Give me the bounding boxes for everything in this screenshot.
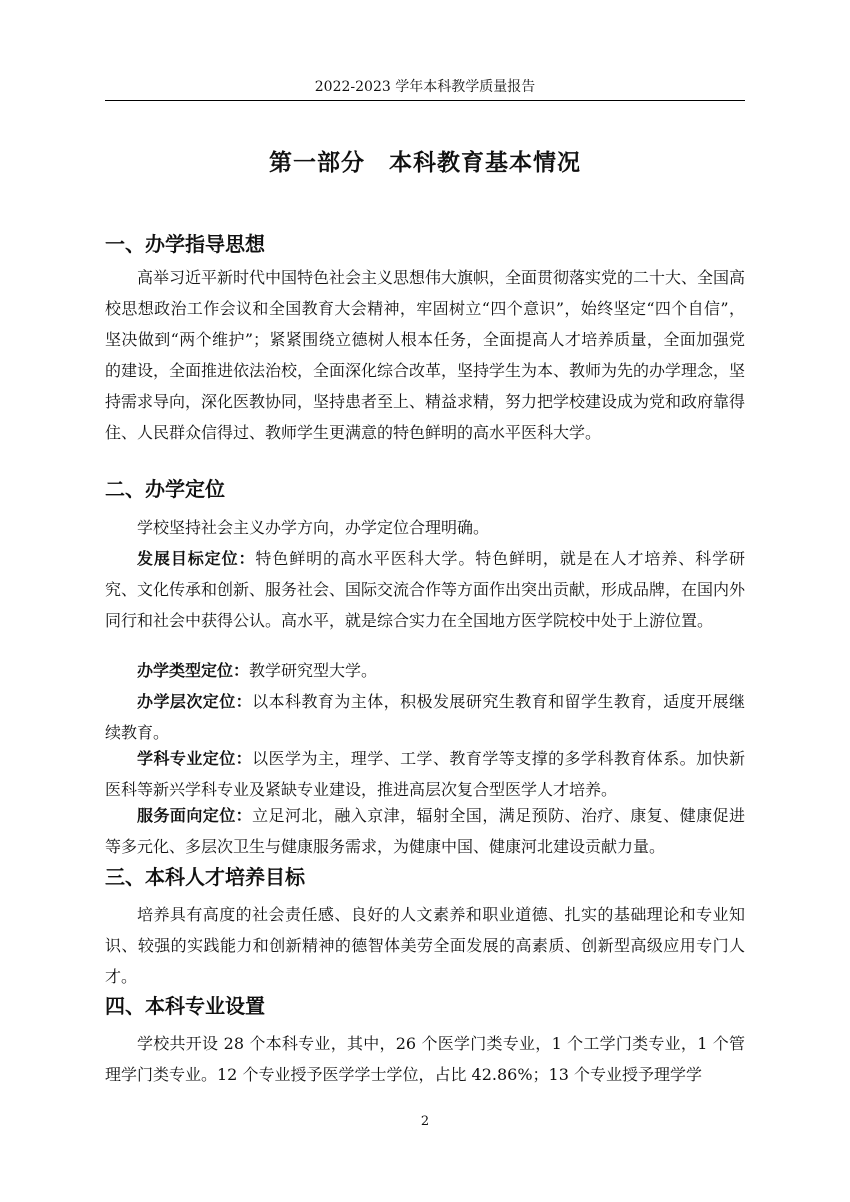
page-title: 第一部分 本科教育基本情况: [269, 150, 581, 176]
paragraph: [105, 512, 745, 543]
paragraph-label: 服务面向定位：: [137, 806, 253, 825]
paragraph: [105, 743, 745, 805]
paragraph-text: 特色鲜明的高水平医科大学。特色鲜明，就是在人才培养、科学研究、文化传承和创新、服务社会、国际交流合作等方面作出突出贡献，形成品牌，在国内外同行和社会中获得公认。高水平，就是综合实力在全国地方医学院校中处于上游位置。: [105, 549, 746, 630]
paragraph-label: 办学类型定位：: [137, 661, 250, 680]
paragraph-label: 发展目标定位：: [137, 549, 256, 568]
page-number: 2: [420, 1114, 430, 1129]
paragraph: [105, 899, 745, 992]
paragraph-text: 培养具有高度的社会责任感、良好的人文素养和职业道德、扎实的基础理论和专业知识、较强的实践能力和创新精神的德智体美劳全面发展的高素质、创新型高级应用专门人才。: [105, 905, 745, 986]
header-rule: [105, 100, 745, 101]
paragraph-text: 以本科教育为主体，积极发展研究生教育和留学生教育，适度开展继续教育。: [105, 692, 745, 742]
paragraph: [105, 262, 745, 448]
paragraph-label: 办学层次定位：: [137, 692, 253, 711]
paragraph-text: 立足河北，融入京津，辐射全国，满足预防、治疗、康复、健康促进等多元化、多层次卫生与健康服务需求，为健康中国、健康河北建设贡献力量。: [105, 806, 745, 856]
paragraph: [105, 800, 745, 862]
paragraph-label: 学科专业定位：: [137, 749, 253, 768]
section-heading-majors: 四、本科专业设置: [105, 994, 265, 1018]
paragraph-text: 学校共开设 28 个本科专业，其中，26 个医学门类专业，1 个工学门类专业，1 个管理学门类专业。12 个专业授予医学学士学位，占比 42.86%；13 个专业授予理学学: [105, 1034, 745, 1084]
paragraph: [105, 655, 745, 686]
running-header: 2022-2023 学年本科教学质量报告: [314, 79, 536, 95]
paragraph: [105, 1028, 745, 1090]
paragraph: [105, 543, 745, 636]
section-heading-guiding-ideology: 一、办学指导思想: [105, 232, 265, 256]
section-heading-positioning: 二、办学定位: [105, 477, 225, 501]
paragraph-text: 教学研究型大学。: [249, 661, 378, 680]
paragraph-text: 学校坚持社会主义办学方向，办学定位合理明确。: [137, 518, 490, 537]
section-heading-training-goal: 三、本科人才培养目标: [105, 865, 305, 889]
paragraph: [105, 686, 745, 748]
paragraph-text: 高举习近平新时代中国特色社会主义思想伟大旗帜，全面贯彻落实党的二十大、全国高校思想政治工作会议和全国教育大会精神，牢固树立“四个意识”，始终坚定“四个自信”，坚决做到“两个维护”；紧紧围绕立德树人根本任务，全面提高人才培养质量，全面加强党的建设，全面推进依法治校，全面深化综合改革，坚持学生为本、教师为先的办学理念，坚持需求导向，深化医教协同，坚持患者至上、精益求精，努力把学校建设成为党和政府靠得住、人民群众信得过、教师学生更满意的特色鲜明的高水平医科大学。: [105, 268, 746, 442]
paragraph-text: 以医学为主，理学、工学、教育学等支撑的多学科教育体系。加快新医科等新兴学科专业及紧缺专业建设，推进高层次复合型医学人才培养。: [105, 749, 745, 799]
